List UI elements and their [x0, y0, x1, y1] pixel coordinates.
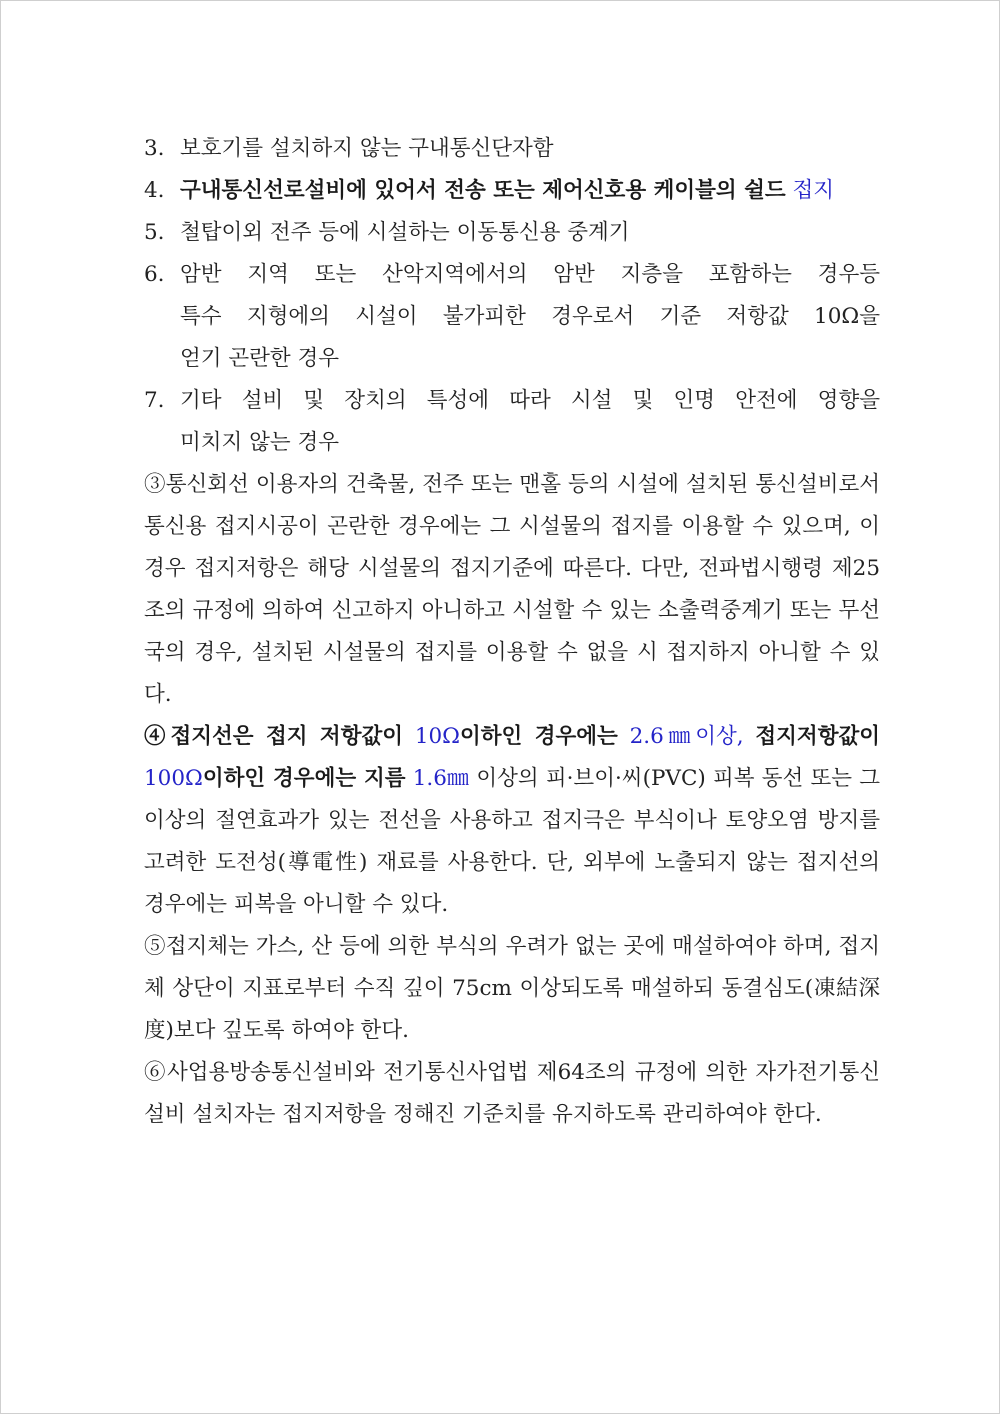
value-resistance-10: 10Ω [414, 724, 460, 749]
paragraph-4-bold-4: 이하인 경우에는 지름 [202, 766, 406, 791]
paragraph-4-bold-3: 접지저항값이 [755, 724, 881, 749]
list-item-6 [144, 254, 880, 380]
list-number: 6. [144, 262, 165, 287]
paragraph-6: ⑥사업용방송통신설비와 전기통신사업법 제64조의 규정에 의한 자가전기통신설비 설치자는 접지저항을 정해진 기준치를 유지하도록 관리하여야 한다. [144, 1060, 880, 1127]
list-number: 5. [144, 220, 165, 245]
list-text-line-2: 미치지 않는 경우 [180, 430, 340, 455]
list-number: 7. [144, 388, 165, 413]
paragraph-3: ③통신회선 이용자의 건축물, 전주 또는 맨홀 등의 시설에 설치된 통신설비로서 통신용 접지시공이 곤란한 경우에는 그 시설물의 접지를 이용할 수 있으며, 이 경우 접지저항은 해당 시설물의 접지기준에 따른다. 다만, 전파법시행령 제25조의 규정에 의하여 신고하지 아니하고 시설할 수 있는 소출력중계기 또는 무선국의 경우, 설치된 시설물의 접지를 이용할 수 없을 시 접지하지 아니할 수 있다. [144, 472, 880, 707]
paragraph-4-rest: 이상의 피·브이·씨(PVC) 피복 동선 또는 그 이상의 절연효과가 있는 전선을 사용하고 접지극은 부식이나 토양오염 방지를 고려한 도전성(導電性) 재료를 사용한다. 단, 외부에 노출되지 않는 접지선의 경우에는 피복을 아니할 수 있다. [144, 766, 880, 917]
list-number: 4. [144, 178, 165, 203]
document-body [144, 128, 880, 1136]
list-text-line-1: 기타 설비 및 장치의 특성에 따라 시설 및 인명 안전에 영향을 [180, 388, 880, 413]
list-text-highlight: 접지 [792, 178, 835, 203]
paragraph-4-bold-1: ④접지선은 접지 저항값이 [144, 724, 404, 749]
value-diameter-1-6: 1.6㎜ [412, 766, 470, 791]
list-item-5 [144, 212, 880, 254]
value-resistance-100: 100Ω [144, 766, 203, 791]
list-number: 3. [144, 136, 165, 161]
list-item-3 [144, 128, 880, 170]
paragraph-4 [144, 716, 880, 926]
list-text-line-3: 얻기 곤란한 경우 [180, 346, 340, 371]
list-item-7 [144, 380, 880, 464]
list-text-line-1: 암반 지역 또는 산악지역에서의 암반 지층을 포함하는 경우등 [180, 262, 880, 287]
list-text-line-2: 특수 지형에의 시설이 불가피한 경우로서 기준 저항값 10Ω을 [180, 304, 880, 329]
value-diameter-2-6: 2.6㎜이상, [629, 724, 744, 749]
list-text: 철탑이외 전주 등에 시설하는 이동통신용 중계기 [180, 220, 630, 245]
paragraph-5: ⑤접지체는 가스, 산 등에 의한 부식의 우려가 없는 곳에 매설하여야 하며, 접지체 상단이 지표로부터 수직 깊이 75cm 이상되도록 매설하되 동결심도(凍結深度)보다 깊도록 하여야 한다. [144, 934, 880, 1043]
paragraph-4-bold-2: 이하인 경우에는 [460, 724, 618, 749]
list-text: 보호기를 설치하지 않는 구내통신단자함 [180, 136, 554, 161]
list-item-4 [144, 170, 880, 212]
list-text-bold: 구내통신선로설비에 있어서 전송 또는 제어신호용 케이블의 쉴드 [180, 178, 786, 203]
